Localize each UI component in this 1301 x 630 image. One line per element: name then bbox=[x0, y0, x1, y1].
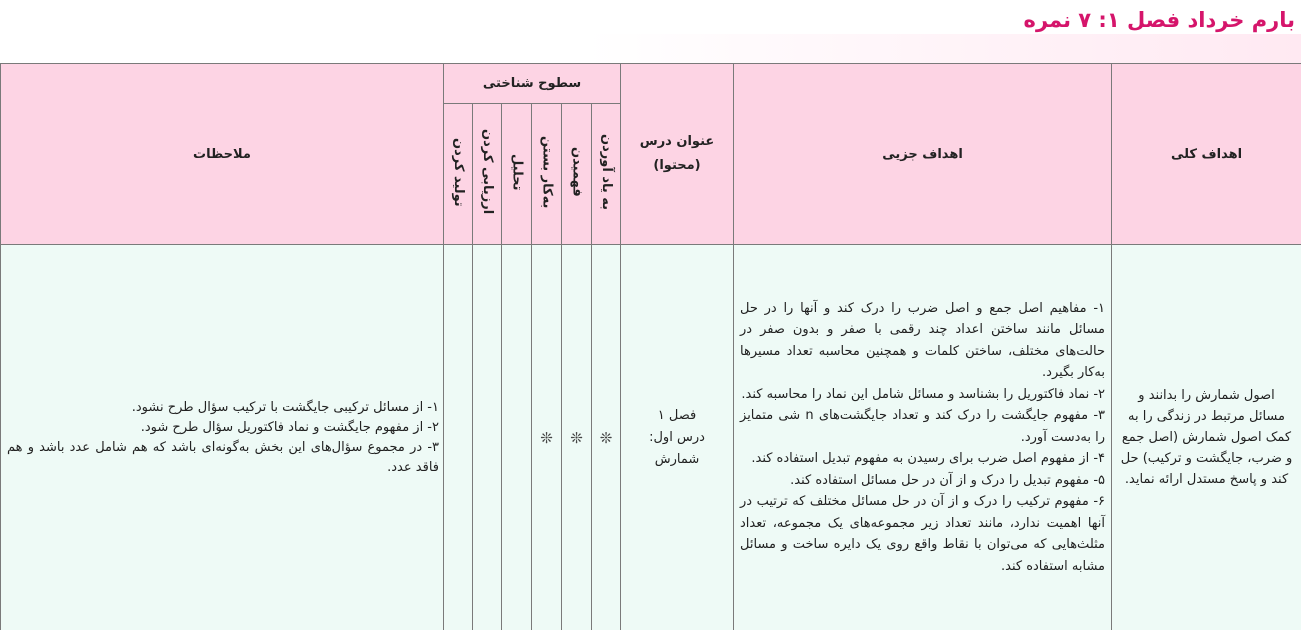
lesson-name: شمارش bbox=[654, 451, 700, 467]
level-mark-analyze bbox=[502, 245, 532, 630]
header-cognitive-levels: سطوح شناختی bbox=[444, 64, 621, 104]
header-level-apply: به‌کار بستن bbox=[532, 104, 562, 245]
header-notes: ملاحظات bbox=[1, 64, 444, 245]
header-general-goals: اهداف کلی bbox=[1112, 64, 1301, 245]
level-mark-understand: ❊ bbox=[562, 245, 592, 630]
level-mark-apply: ❊ bbox=[532, 245, 562, 630]
partial-goal-item: ۵- مفهوم تبدیل را درک و از آن در حل مسائل استفاده کند. bbox=[790, 472, 1106, 488]
partial-goal-item: ۱- مفاهیم اصل جمع و اصل ضرب را درک کند و آنها را در حل مسائل مانند ساختن اعداد چند رقمی با صفر و بدون صفر در حالت‌های مختلف، ساختن کلمات و همچنین محاسبه تعداد مسیرها به‌کار بگیرد. bbox=[740, 300, 1106, 381]
partial-goal-item: ۴- از مفهوم اصل ضرب برای رسیدن به مفهوم تبدیل استفاده کند. bbox=[751, 451, 1106, 467]
header-level-create: تولید کردن bbox=[444, 104, 473, 245]
level-mark-remember: ❊ bbox=[592, 245, 621, 630]
notes-cell bbox=[1, 245, 444, 630]
title-bar bbox=[0, 34, 1301, 64]
header-lesson-title-line2: (محتوا) bbox=[653, 158, 701, 173]
lesson-number: درس اول: bbox=[649, 429, 705, 445]
note-item: ۲- از مفهوم جایگشت و نماد فاکتوریل سؤال طرح شود. bbox=[140, 419, 439, 435]
header-lesson-title bbox=[621, 64, 734, 245]
lesson-chapter: فصل ۱ bbox=[657, 407, 697, 423]
header-level-evaluate: ارزیابی کردن bbox=[473, 104, 502, 245]
header-level-remember: به یاد آوردن bbox=[592, 104, 621, 245]
header-level-analyze: تحلیل bbox=[502, 104, 532, 245]
header-lesson-title-line1: عنوان درس bbox=[639, 134, 715, 149]
header-row-top bbox=[1, 64, 1301, 104]
level-mark-evaluate bbox=[473, 245, 502, 630]
lesson-cell bbox=[621, 245, 734, 630]
header-partial-goals: اهداف جزیی bbox=[734, 64, 1112, 245]
partial-goals-cell bbox=[734, 245, 1112, 630]
partial-goal-item: ۶- مفهوم ترکیب را درک و از آن در حل مسائل مختلف که ترتیب در آنها اهمیت ندارد، مانند تعداد زیر مجموعه‌های یک مجموعه، تعداد مثلث‌هایی که می‌توان با نقاط واقع روی یک دایره ساخت و مسائل مشابه استفاده کند. bbox=[740, 494, 1106, 574]
table-row bbox=[1, 245, 1301, 630]
page-title: بارم خرداد فصل ۱: ۷ نمره bbox=[1023, 8, 1295, 32]
note-item: ۳- در مجموع سؤال‌های این بخش به‌گونه‌ای باشد که هم شامل عدد باشد و هم فاقد عدد. bbox=[7, 439, 439, 475]
partial-goal-item: ۲- نماد فاکتوریل را بشناسد و مسائل شامل این نماد را محاسبه کند. bbox=[741, 386, 1106, 402]
general-goal-cell: اصول شمارش را بدانند و مسائل مرتبط در زندگی را به کمک اصول شمارش (اصل جمع و ضرب، جایگشت و ترکیب) حل کند و پاسخ مستدل ارائه نماید. bbox=[1112, 245, 1301, 630]
curriculum-table bbox=[0, 63, 1301, 630]
level-mark-create bbox=[444, 245, 473, 630]
partial-goal-item: ۳- مفهوم جایگشت را درک کند و تعداد جایگشت‌های n شی متمایز را به‌دست آورد. bbox=[740, 408, 1106, 445]
note-item: ۱- از مسائل ترکیبی جایگشت با ترکیب سؤال طرح نشود. bbox=[131, 399, 439, 415]
header-level-understand: فهمیدن bbox=[562, 104, 592, 245]
